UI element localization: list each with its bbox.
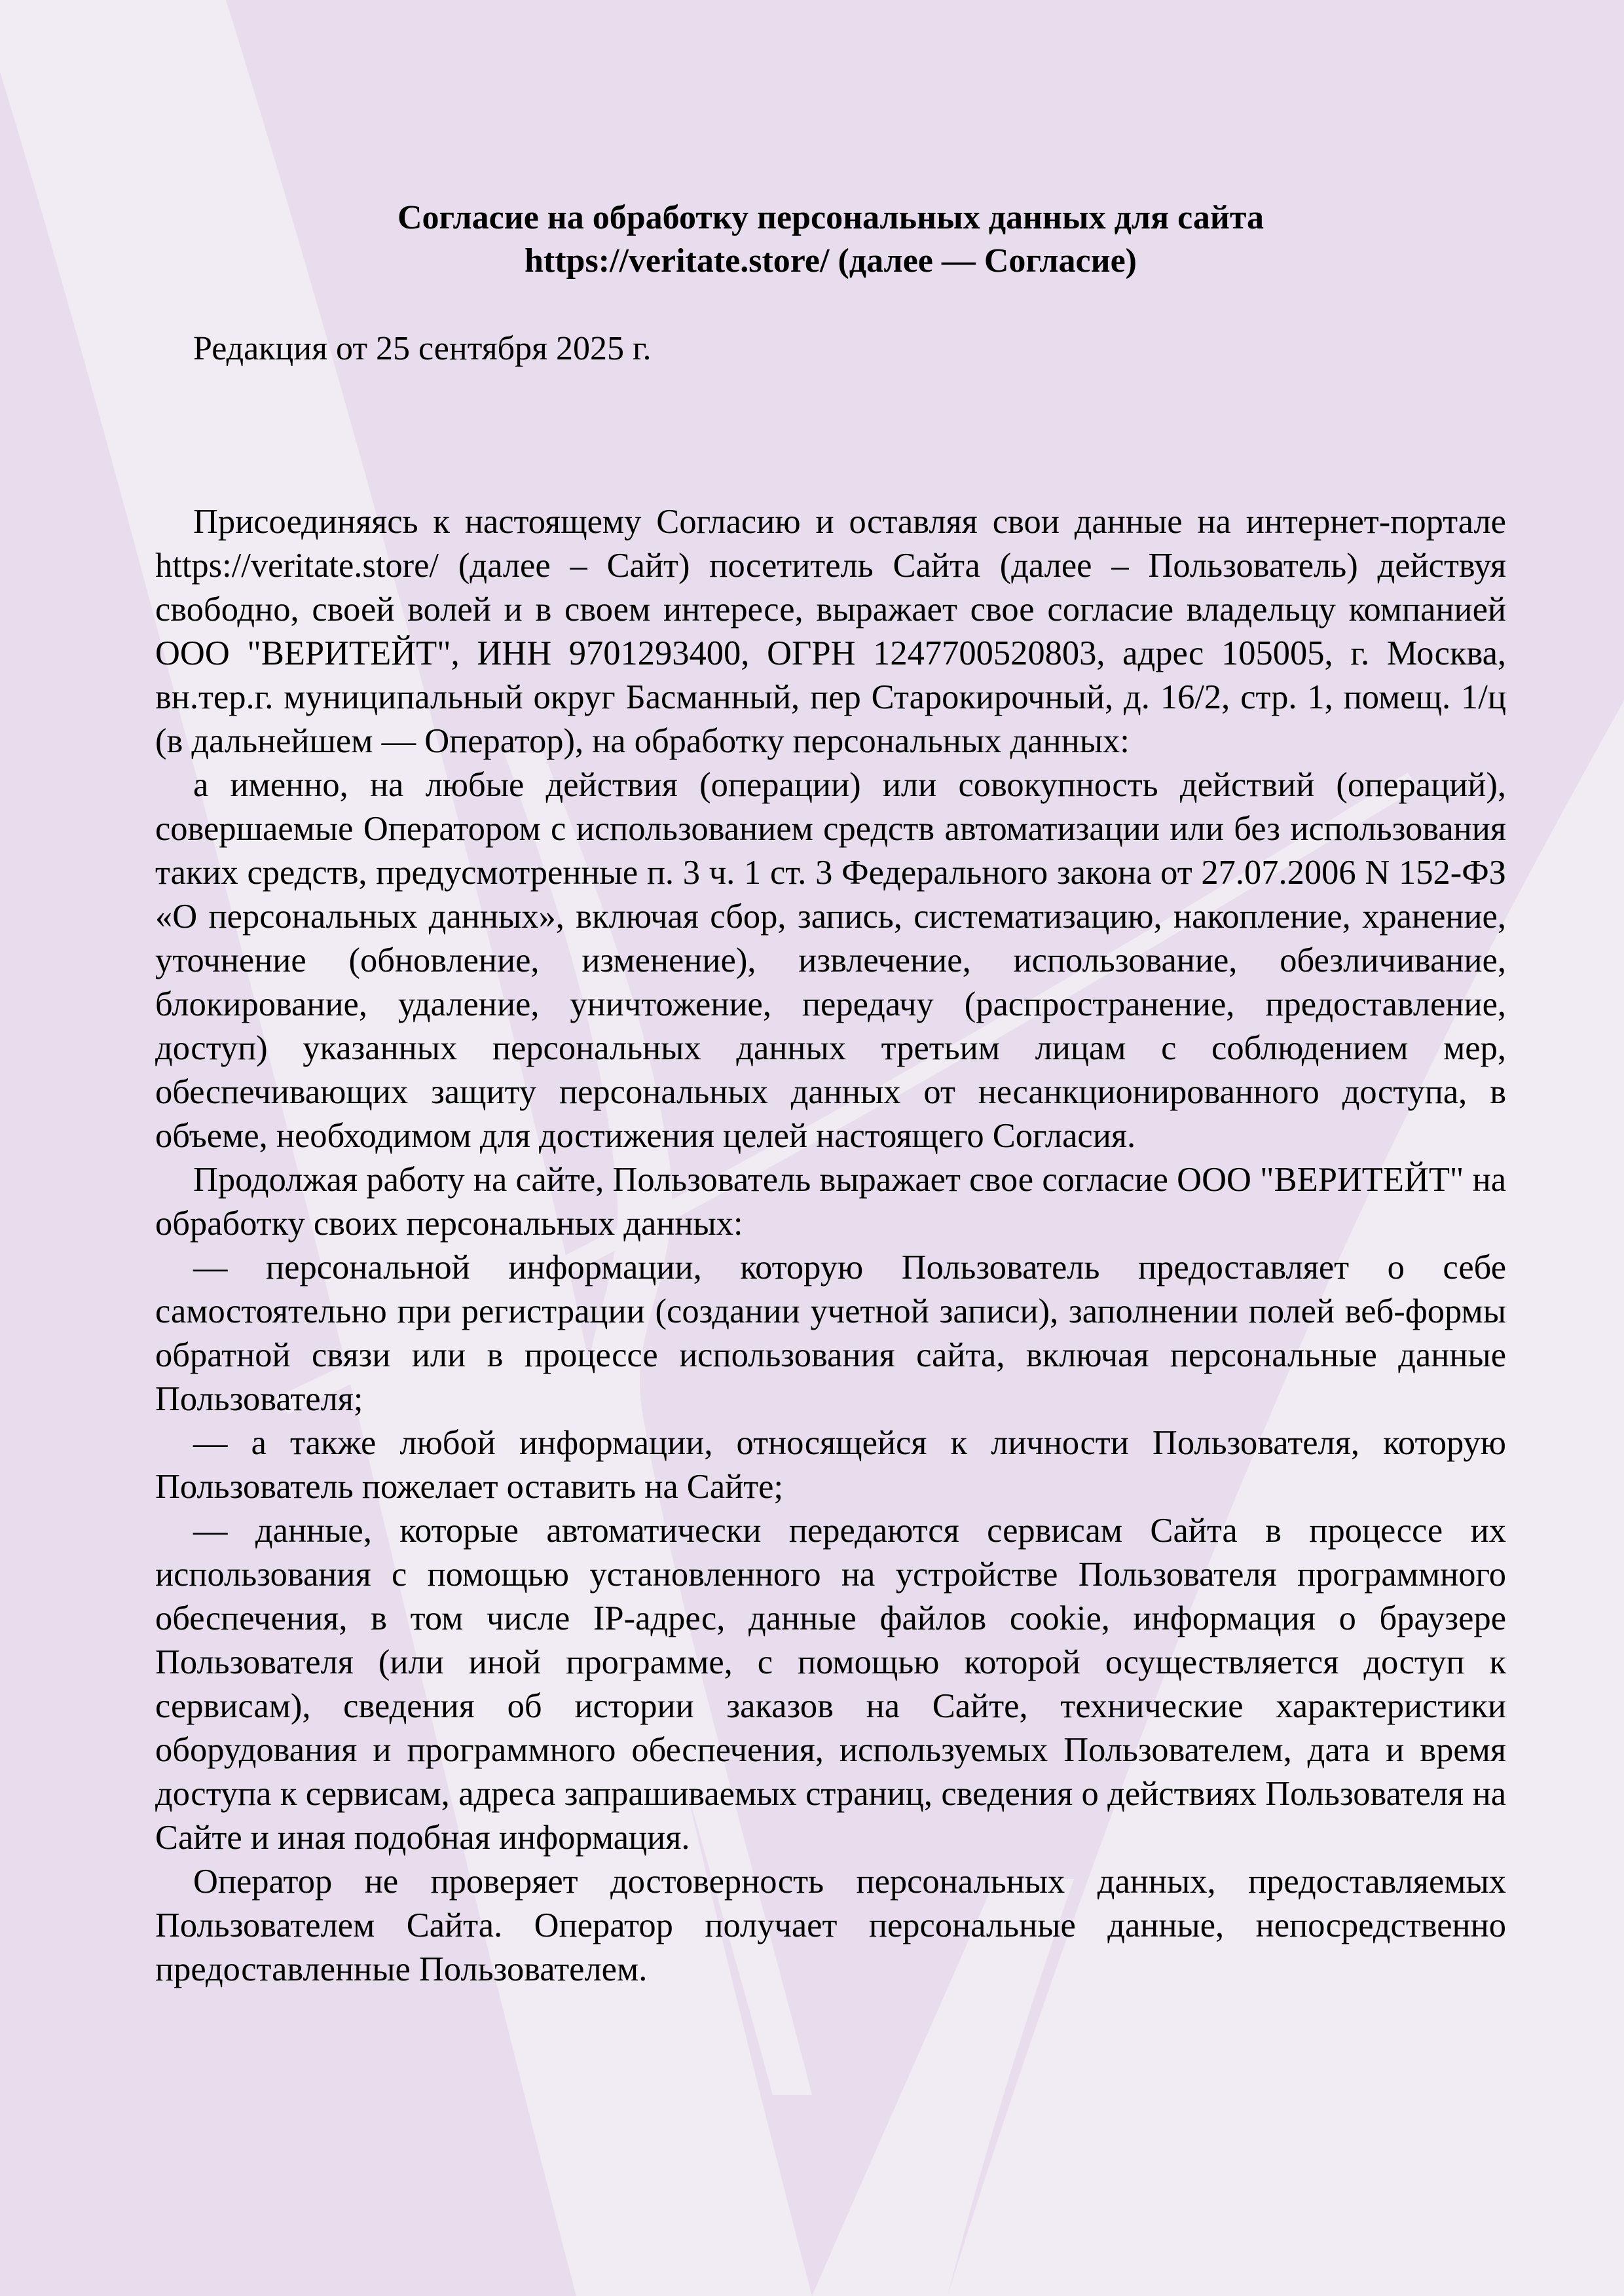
document-body	[155, 500, 1506, 1992]
paragraph-continue-use: Продолжая работу на сайте, Пользователь выражает свое согласие ООО "ВЕРИТЕЙТ" на обработку своих персональных данных:	[155, 1161, 1506, 1243]
paragraph-processing-actions: а именно, на любые действия (операции) или совокупность действий (операций), совершаемые Оператором с использованием средств автоматизации или без использования таких средств, предусмотренные п. 3 ч. 1 ст. 3 Федерального закона от 27.07.2006 N 152-ФЗ «О персональных данных», включая сбор, запись, систематизацию, накопление, хранение, уточнение (обновление, изменение), извлечение, использование, обезличивание, блокирование, удаление, уничтожение, передачу (распространение, предоставление, доступ) указанных персональных данных третьим лицам с соблюдением мер, обеспечивающих защиту персональных данных от несанкционированного доступа, в объеме, необходимом для достижения целей настоящего Согласия.	[155, 766, 1506, 1155]
paragraph-consent-intro: Присоединяясь к настоящему Согласию и оставляя свои данные на интернет-портале https://veritate.store/ (далее – Сайт) посетитель Сайта (далее – Пользователь) действуя свободно, своей волей и в своем интересе, выражает свое согласие владельцу компанией ООО "ВЕРИТЕЙТ", ИНН 9701293400, ОГРН 1247700520803, адрес 105005, г. Москва, вн.тер.г. муниципальный округ Басманный, пер Старокирочный, д. 16/2, стр. 1, помещ. 1/ц (в дальнейшем — Оператор), на обработку персональных данных:	[155, 503, 1506, 760]
paragraph-operator-verification: Оператор не проверяет достоверность персональных данных, предоставляемых Пользователем Сайта. Оператор получает персональные данные, непосредственно предоставленные Пользователем.	[155, 1863, 1506, 1988]
title-line-2: https://veritate.store/ (далее — Согласие)	[524, 242, 1137, 280]
list-item-any-info: — а также любой информации, относящейся к личности Пользователя, которую Пользователь пожелает оставить на Сайте;	[155, 1424, 1506, 1506]
list-item-automatic-data: — данные, которые автоматически передаются сервисам Сайта в процессе их использования с помощью установленного на устройстве Пользователя программного обеспечения, в том числе IP-адрес, данные файлов cookie, информация о браузере Пользователя (или иной программе, с помощью которой осуществляется доступ к сервисам), сведения об истории заказов на Сайте, технические характеристики оборудования и программного обеспечения, используемых Пользователем, дата и время доступа к сервисам, адреса запрашиваемых страниц, сведения о действиях Пользователя на Сайте и иная подобная информация.	[155, 1512, 1506, 1857]
title-line-1: Согласие на обработку персональных данных для сайта	[397, 199, 1264, 236]
revision-date: Редакция от 25 сентября 2025 г.	[193, 330, 652, 367]
list-item-personal-info: — персональной информации, которую Пользователь предоставляет о себе самостоятельно при регистрации (создании учетной записи), заполнении полей веб-формы обратной связи или в процессе использования сайта, включая персональные данные Пользователя;	[155, 1248, 1506, 1418]
document-title	[155, 196, 1506, 283]
